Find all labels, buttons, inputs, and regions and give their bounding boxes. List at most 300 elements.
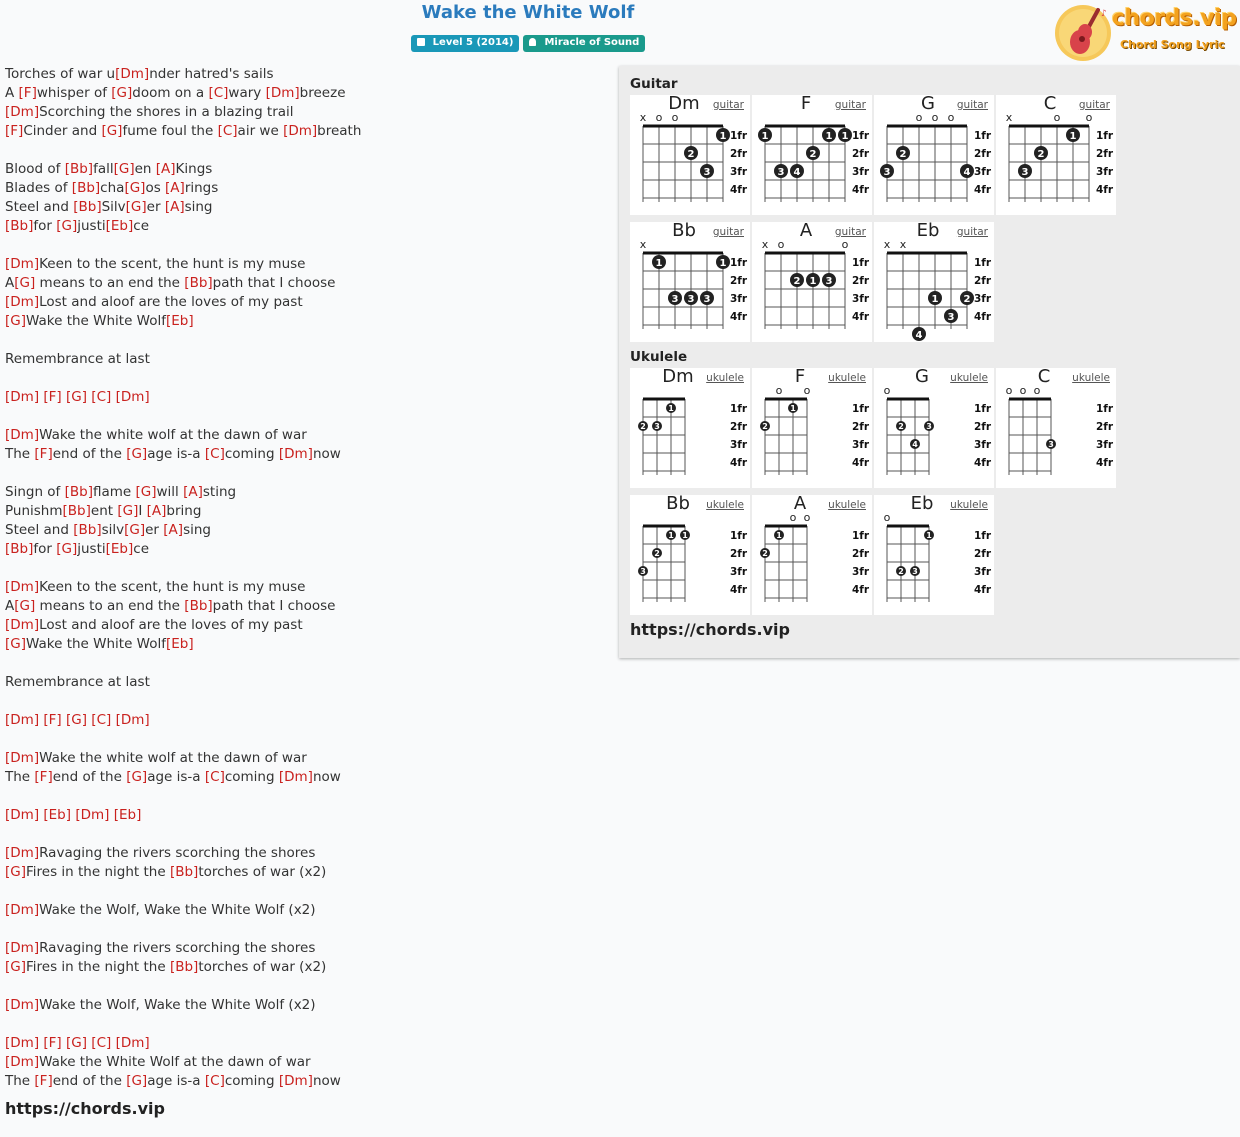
fretboard-graphic bbox=[874, 222, 994, 342]
lyric-line bbox=[5, 825, 605, 844]
fret-label: 4fr bbox=[974, 584, 992, 596]
lyric-text: flame bbox=[92, 484, 136, 500]
chord-a[interactable]: [A] bbox=[163, 522, 184, 538]
fret-label: 4fr bbox=[730, 311, 748, 323]
lyric-line bbox=[5, 996, 605, 1015]
instrument-link[interactable]: guitar bbox=[956, 99, 988, 111]
instrument-link[interactable]: ukulele bbox=[828, 372, 866, 384]
fret-label: 1fr bbox=[974, 403, 992, 415]
finger-number: 2 bbox=[640, 422, 646, 431]
lyric-text: bring bbox=[166, 503, 202, 519]
lyric-text: end of the bbox=[52, 1073, 127, 1089]
lyric-text: os bbox=[145, 180, 166, 196]
chord-g[interactable]: [G] bbox=[111, 85, 133, 101]
lyric-text: means to an end the bbox=[35, 598, 185, 614]
fret-label: 3fr bbox=[1096, 166, 1114, 178]
chord-dm[interactable]: [Dm] bbox=[5, 617, 40, 633]
finger-number: 3 bbox=[825, 276, 833, 287]
finger-number: 3 bbox=[912, 567, 918, 576]
lyric-text: ce bbox=[133, 541, 149, 557]
open-string-marker: o bbox=[947, 111, 955, 124]
lyric-text: doom on a bbox=[132, 85, 209, 101]
ukulele-chord-diagram-c[interactable] bbox=[996, 368, 1116, 488]
lyric-text: The bbox=[5, 769, 35, 785]
fret-label: 1fr bbox=[974, 130, 992, 142]
lyric-text: end of the bbox=[52, 769, 127, 785]
chord-g[interactable]: [G] bbox=[56, 218, 78, 234]
finger-number: 2 bbox=[654, 549, 660, 558]
lyric-text: Remembrance at last bbox=[5, 674, 150, 690]
lyric-line bbox=[5, 863, 605, 882]
finger-number: 2 bbox=[963, 294, 971, 305]
lyric-line bbox=[5, 521, 605, 540]
fret-label: 1fr bbox=[852, 130, 870, 142]
chord-eb[interactable]: [Eb] bbox=[166, 636, 194, 652]
ukulele-chord-diagram-dm[interactable] bbox=[630, 368, 750, 488]
lyric-text: The bbox=[5, 1073, 35, 1089]
chord-dm[interactable]: [Dm] bbox=[283, 123, 318, 139]
chord-dm[interactable]: [Dm] bbox=[5, 845, 40, 861]
chord-g[interactable]: [G] bbox=[117, 503, 139, 519]
chord-dm[interactable]: [Dm] bbox=[278, 1073, 313, 1089]
instrument-link[interactable]: guitar bbox=[1078, 99, 1110, 111]
lyric-text: whisper of bbox=[36, 85, 112, 101]
lyric-line bbox=[5, 958, 605, 977]
chord-g[interactable]: [G] bbox=[14, 275, 36, 291]
lyric-text: Ravaging the rivers scorching the shores bbox=[39, 845, 316, 861]
lyric-text: ent bbox=[90, 503, 118, 519]
muted-string-marker: x bbox=[639, 238, 647, 251]
lyric-line bbox=[5, 711, 605, 730]
chord-g[interactable]: [G] bbox=[101, 123, 123, 139]
lyric-text: Wake the Wolf, Wake the White Wolf (x2) bbox=[39, 902, 316, 918]
lyric-line bbox=[5, 844, 605, 863]
chord-g[interactable]: [G] bbox=[14, 598, 36, 614]
chord-bb[interactable]: [Bb] bbox=[64, 484, 93, 500]
lyric-line bbox=[5, 787, 605, 806]
lyric-line bbox=[5, 920, 605, 939]
lyric-line bbox=[5, 502, 605, 521]
chord-c[interactable]: [C] bbox=[91, 712, 112, 728]
fretboard-graphic bbox=[630, 368, 750, 488]
lyric-text: Wake the White Wolf at the dawn of war bbox=[39, 1054, 311, 1070]
lyric-line bbox=[5, 1053, 605, 1072]
chord-dm[interactable]: [Dm] bbox=[115, 66, 150, 82]
lyric-line bbox=[5, 483, 605, 502]
lyric-text: Steel and bbox=[5, 522, 74, 538]
chord-bb[interactable]: [Bb] bbox=[71, 180, 101, 196]
lyric-text: for bbox=[33, 218, 57, 234]
lyric-line bbox=[5, 1015, 605, 1034]
chord-diagram-name: A bbox=[799, 220, 813, 241]
chord-bb[interactable]: [Bb] bbox=[73, 522, 102, 538]
chord-bb[interactable]: [Bb] bbox=[169, 959, 199, 975]
lyric-line bbox=[5, 901, 605, 920]
chord-eb[interactable]: [Eb] bbox=[43, 807, 72, 823]
song-title[interactable]: Wake the White Wolf bbox=[421, 2, 635, 23]
instrument-link[interactable]: ukulele bbox=[828, 499, 866, 511]
fretboard-graphic bbox=[874, 95, 994, 215]
chord-diagram-name: Bb bbox=[672, 220, 696, 241]
lyric-line bbox=[5, 673, 605, 692]
chord-g[interactable]: [G] bbox=[125, 199, 147, 215]
finger-number: 1 bbox=[825, 131, 833, 142]
panel-footer-url[interactable]: https://chords.vip bbox=[630, 620, 790, 639]
lyric-text: now bbox=[312, 446, 341, 462]
chord-dm[interactable]: [Dm] bbox=[5, 427, 40, 443]
chord-eb[interactable]: [Eb] bbox=[166, 313, 194, 329]
guitar-chord-diagram-bb[interactable] bbox=[630, 222, 750, 342]
fret-label: 2fr bbox=[974, 148, 992, 160]
chord-eb[interactable]: [Eb] bbox=[105, 218, 134, 234]
lyric-line bbox=[5, 331, 605, 350]
chord-dm[interactable]: [Dm] bbox=[5, 997, 40, 1013]
lyric-line bbox=[5, 635, 605, 654]
chord-c[interactable]: [C] bbox=[204, 1073, 225, 1089]
finger-number: 4 bbox=[915, 330, 923, 341]
lyric-line bbox=[5, 977, 605, 996]
chord-dm[interactable]: [Dm] bbox=[278, 769, 313, 785]
instrument-link[interactable]: ukulele bbox=[950, 372, 988, 384]
instrument-link[interactable]: guitar bbox=[712, 99, 744, 111]
chord-bb[interactable]: [Bb] bbox=[62, 503, 91, 519]
fretboard-graphic bbox=[996, 95, 1116, 215]
fret-label: 3fr bbox=[730, 439, 748, 451]
fret-label: 3fr bbox=[730, 293, 748, 305]
lyric-text: breeze bbox=[299, 85, 346, 101]
ukulele-chord-diagram-eb[interactable] bbox=[874, 495, 994, 615]
chord-g[interactable]: [G] bbox=[66, 1035, 87, 1051]
lyric-text: Blades of bbox=[5, 180, 72, 196]
chord-bb[interactable]: [Bb] bbox=[73, 199, 102, 215]
lyric-line bbox=[5, 103, 605, 122]
chord-diagram-name: Dm bbox=[668, 93, 700, 114]
lyric-text: en bbox=[134, 161, 156, 177]
chord-g[interactable]: [G] bbox=[113, 161, 135, 177]
fret-label: 2fr bbox=[852, 148, 870, 160]
finger-number: 1 bbox=[931, 294, 939, 305]
fret-label: 1fr bbox=[852, 257, 870, 269]
chord-dm[interactable]: [Dm] bbox=[5, 807, 40, 823]
lyric-line bbox=[5, 160, 605, 179]
lyric-text: air we bbox=[237, 123, 284, 139]
fret-label: 2fr bbox=[730, 275, 748, 287]
chord-g[interactable]: [G] bbox=[5, 313, 26, 329]
fretboard-graphic bbox=[874, 495, 994, 615]
finger-number: 4 bbox=[912, 440, 918, 449]
chord-g[interactable]: [G] bbox=[66, 389, 87, 405]
fret-label: 1fr bbox=[1096, 403, 1114, 415]
ukulele-chord-diagram-bb[interactable] bbox=[630, 495, 750, 615]
lyric-text: Singn of bbox=[5, 484, 65, 500]
finger-number: 3 bbox=[703, 294, 711, 305]
svg-text:♪: ♪ bbox=[1101, 9, 1107, 19]
lyric-text: path that I choose bbox=[212, 275, 336, 291]
chord-f[interactable]: [F] bbox=[5, 123, 24, 139]
lyric-line bbox=[5, 388, 605, 407]
fret-label: 3fr bbox=[974, 439, 992, 451]
chord-dm[interactable]: [Dm] bbox=[115, 1035, 150, 1051]
level-text: Level 5 (2014) bbox=[432, 37, 514, 48]
lyric-text: The bbox=[5, 446, 35, 462]
instrument-link[interactable]: guitar bbox=[956, 226, 988, 238]
lyric-line bbox=[5, 293, 605, 312]
guitar-chord-diagram-f[interactable] bbox=[752, 95, 872, 215]
chord-dm[interactable]: [Dm] bbox=[5, 579, 40, 595]
chord-eb[interactable]: [Eb] bbox=[113, 807, 142, 823]
fret-label: 3fr bbox=[730, 166, 748, 178]
instrument-link[interactable]: guitar bbox=[712, 226, 744, 238]
chord-c[interactable]: [C] bbox=[217, 123, 238, 139]
chord-dm[interactable]: [Dm] bbox=[265, 85, 300, 101]
muted-string-marker: x bbox=[761, 238, 769, 251]
finger-number: 1 bbox=[668, 531, 674, 540]
lyrics-footer-url[interactable]: https://chords.vip bbox=[5, 1099, 165, 1118]
instrument-link[interactable]: ukulele bbox=[1072, 372, 1110, 384]
instrument-link[interactable]: ukulele bbox=[706, 499, 744, 511]
lyric-line bbox=[5, 122, 605, 141]
fret-label: 4fr bbox=[730, 457, 748, 469]
chord-dm[interactable]: [Dm] bbox=[5, 294, 40, 310]
chord-dm[interactable]: [Dm] bbox=[5, 1035, 40, 1051]
open-string-marker: o bbox=[1019, 384, 1027, 397]
lyric-text: Cinder and bbox=[23, 123, 102, 139]
fretboard-graphic bbox=[630, 95, 750, 215]
lyric-text: Wake the white wolf at the dawn of war bbox=[39, 427, 307, 443]
lyric-line bbox=[5, 749, 605, 768]
finger-number: 2 bbox=[687, 149, 695, 160]
chord-dm[interactable]: [Dm] bbox=[5, 712, 40, 728]
chord-dm[interactable]: [Dm] bbox=[115, 389, 150, 405]
lyric-line bbox=[5, 464, 605, 483]
muted-string-marker: x bbox=[883, 238, 891, 251]
artist-badge[interactable] bbox=[523, 35, 645, 52]
chord-bb[interactable]: [Bb] bbox=[184, 275, 213, 291]
finger-number: 1 bbox=[761, 131, 769, 142]
chord-bb[interactable]: [Bb] bbox=[5, 218, 34, 234]
finger-number: 3 bbox=[883, 167, 891, 178]
lyric-line bbox=[5, 730, 605, 749]
open-string-marker: o bbox=[655, 111, 663, 124]
finger-number: 2 bbox=[898, 567, 904, 576]
chord-f[interactable]: [F] bbox=[43, 389, 62, 405]
fret-label: 2fr bbox=[730, 148, 748, 160]
lyric-text: age is-a bbox=[147, 1073, 205, 1089]
lyric-line bbox=[5, 939, 605, 958]
finger-number: 3 bbox=[1021, 167, 1029, 178]
finger-number: 1 bbox=[1069, 131, 1077, 142]
chord-f[interactable]: [F] bbox=[43, 1035, 62, 1051]
instrument-link[interactable]: ukulele bbox=[706, 372, 744, 384]
chord-diagram-name: Eb bbox=[910, 493, 934, 514]
lyric-text: Steel and bbox=[5, 199, 74, 215]
fret-label: 1fr bbox=[852, 403, 870, 415]
finger-number: 4 bbox=[963, 167, 971, 178]
finger-number: 1 bbox=[790, 404, 796, 413]
fret-label: 2fr bbox=[852, 275, 870, 287]
chord-a[interactable]: [A] bbox=[146, 503, 167, 519]
chord-g[interactable]: [G] bbox=[124, 522, 146, 538]
chord-dm[interactable]: [Dm] bbox=[5, 1054, 40, 1070]
fret-label: 3fr bbox=[974, 566, 992, 578]
lyric-text: for bbox=[33, 541, 57, 557]
lyric-line bbox=[5, 198, 605, 217]
chord-f[interactable]: [F] bbox=[34, 1073, 53, 1089]
lyric-text: Wake the white wolf at the dawn of war bbox=[39, 750, 307, 766]
lyric-text: path that I choose bbox=[212, 598, 336, 614]
chord-g[interactable]: [G] bbox=[5, 864, 26, 880]
chord-dm[interactable]: [Dm] bbox=[75, 807, 110, 823]
chord-g[interactable]: [G] bbox=[126, 769, 148, 785]
chord-bb[interactable]: [Bb] bbox=[64, 161, 94, 177]
lyric-text: er bbox=[146, 199, 165, 215]
chord-bb[interactable]: [Bb] bbox=[5, 541, 34, 557]
level-badge[interactable] bbox=[411, 35, 520, 52]
chord-a[interactable]: [A] bbox=[155, 161, 176, 177]
guitar-chord-diagram-c[interactable] bbox=[996, 95, 1116, 215]
fret-label: 2fr bbox=[1096, 421, 1114, 433]
chord-c[interactable]: [C] bbox=[204, 769, 225, 785]
chord-f[interactable]: [F] bbox=[34, 769, 53, 785]
muted-string-marker: x bbox=[899, 238, 907, 251]
guitar-chord-diagram-eb[interactable] bbox=[874, 222, 994, 342]
ukulele-logo-icon bbox=[1054, 2, 1114, 64]
site-logo[interactable] bbox=[1054, 2, 1237, 64]
lyric-text: silv bbox=[101, 522, 125, 538]
fret-label: 4fr bbox=[974, 184, 992, 196]
chord-dm[interactable]: [Dm] bbox=[5, 104, 40, 120]
chord-eb[interactable]: [Eb] bbox=[105, 541, 134, 557]
chord-g[interactable]: [G] bbox=[126, 1073, 148, 1089]
lyric-text: Fires in the night the bbox=[26, 959, 170, 975]
chord-g[interactable]: [G] bbox=[135, 484, 157, 500]
finger-number: 3 bbox=[640, 567, 646, 576]
chord-g[interactable]: [G] bbox=[124, 180, 146, 196]
instrument-link[interactable]: guitar bbox=[834, 226, 866, 238]
fretboard-graphic bbox=[630, 495, 750, 615]
chord-dm[interactable]: [Dm] bbox=[5, 389, 40, 405]
finger-number: 2 bbox=[1037, 149, 1045, 160]
lyric-text: Kings bbox=[175, 161, 213, 177]
lyric-text: coming bbox=[224, 446, 279, 462]
chord-diagram-name: A bbox=[793, 493, 807, 514]
lyric-text: Lost and aloof are the loves of my past bbox=[39, 294, 303, 310]
chord-c[interactable]: [C] bbox=[91, 389, 112, 405]
fret-label: 1fr bbox=[974, 257, 992, 269]
chord-dm[interactable]: [Dm] bbox=[5, 940, 40, 956]
lyric-text: Remembrance at last bbox=[5, 351, 150, 367]
chord-diagrams-panel bbox=[619, 66, 1240, 658]
guitar-chord-diagram-dm[interactable] bbox=[630, 95, 750, 215]
chord-c[interactable]: [C] bbox=[91, 1035, 112, 1051]
chord-dm[interactable]: [Dm] bbox=[5, 750, 40, 766]
lyric-line bbox=[5, 578, 605, 597]
finger-number: 1 bbox=[809, 276, 817, 287]
chord-g[interactable]: [G] bbox=[56, 541, 78, 557]
lyric-line bbox=[5, 654, 605, 673]
fret-label: 4fr bbox=[730, 184, 748, 196]
chord-a[interactable]: [A] bbox=[165, 180, 185, 196]
chord-a[interactable]: [A] bbox=[183, 484, 203, 500]
fret-label: 2fr bbox=[852, 421, 870, 433]
lyric-text: A bbox=[5, 85, 19, 101]
fret-label: 2fr bbox=[974, 275, 992, 287]
chord-g[interactable]: [G] bbox=[126, 446, 148, 462]
ukulele-chord-diagram-a[interactable] bbox=[752, 495, 872, 615]
guitar-chord-diagram-a[interactable] bbox=[752, 222, 872, 342]
lyric-text: sing bbox=[183, 522, 211, 538]
lyric-line bbox=[5, 312, 605, 331]
finger-number: 1 bbox=[668, 404, 674, 413]
chord-bb[interactable]: [Bb] bbox=[184, 598, 213, 614]
lyric-text: fall bbox=[93, 161, 114, 177]
fret-label: 4fr bbox=[852, 584, 870, 596]
user-icon bbox=[529, 38, 536, 46]
muted-string-marker: x bbox=[639, 111, 647, 124]
open-string-marker: o bbox=[931, 111, 939, 124]
logo-subtitle: Chord Song Lyric bbox=[1120, 38, 1225, 51]
fret-label: 3fr bbox=[852, 566, 870, 578]
logo-text: chords.vip bbox=[1112, 6, 1237, 31]
guitar-chord-diagram-g[interactable] bbox=[874, 95, 994, 215]
ukulele-chord-diagram-f[interactable] bbox=[752, 368, 872, 488]
finger-number: 1 bbox=[719, 258, 727, 269]
chord-f[interactable]: [F] bbox=[18, 85, 37, 101]
muted-string-marker: x bbox=[1005, 111, 1013, 124]
chord-f[interactable]: [F] bbox=[43, 712, 62, 728]
chord-f[interactable]: [F] bbox=[34, 446, 53, 462]
chord-dm[interactable]: [Dm] bbox=[278, 446, 313, 462]
fret-label: 3fr bbox=[852, 293, 870, 305]
chord-c[interactable]: [C] bbox=[204, 446, 225, 462]
chord-a[interactable]: [A] bbox=[164, 199, 185, 215]
lyric-text: coming bbox=[224, 769, 279, 785]
fret-label: 2fr bbox=[974, 548, 992, 560]
chord-bb[interactable]: [Bb] bbox=[169, 864, 199, 880]
chord-dm[interactable]: [Dm] bbox=[5, 902, 40, 918]
lyric-text: A bbox=[5, 598, 15, 614]
chord-c[interactable]: [C] bbox=[208, 85, 229, 101]
chord-g[interactable]: [G] bbox=[5, 959, 26, 975]
lyric-text: justi bbox=[77, 218, 106, 234]
fretboard-graphic bbox=[996, 368, 1116, 488]
ukulele-chord-diagram-g[interactable] bbox=[874, 368, 994, 488]
finger-number: 3 bbox=[671, 294, 679, 305]
fret-label: 1fr bbox=[852, 530, 870, 542]
chord-diagram-name: Dm bbox=[662, 366, 694, 387]
fretboard-graphic bbox=[630, 222, 750, 342]
lyric-text: fume foul the bbox=[122, 123, 218, 139]
fret-label: 4fr bbox=[1096, 457, 1114, 469]
book-icon bbox=[417, 38, 425, 46]
chord-dm[interactable]: [Dm] bbox=[5, 256, 40, 272]
finger-number: 4 bbox=[793, 167, 801, 178]
open-string-marker: o bbox=[1085, 111, 1093, 124]
chord-g[interactable]: [G] bbox=[66, 712, 87, 728]
lyric-text: means to an end the bbox=[35, 275, 185, 291]
lyric-line bbox=[5, 806, 605, 825]
chord-diagram-name: Bb bbox=[666, 493, 690, 514]
instrument-link[interactable]: ukulele bbox=[950, 499, 988, 511]
lyrics-section bbox=[5, 65, 605, 1118]
lyric-text: A bbox=[5, 275, 15, 291]
lyric-text: coming bbox=[224, 1073, 279, 1089]
chord-dm[interactable]: [Dm] bbox=[115, 712, 150, 728]
open-string-marker: o bbox=[775, 384, 783, 397]
chord-g[interactable]: [G] bbox=[5, 636, 26, 652]
chord-diagram-name: F bbox=[794, 366, 806, 387]
instrument-link[interactable]: guitar bbox=[834, 99, 866, 111]
